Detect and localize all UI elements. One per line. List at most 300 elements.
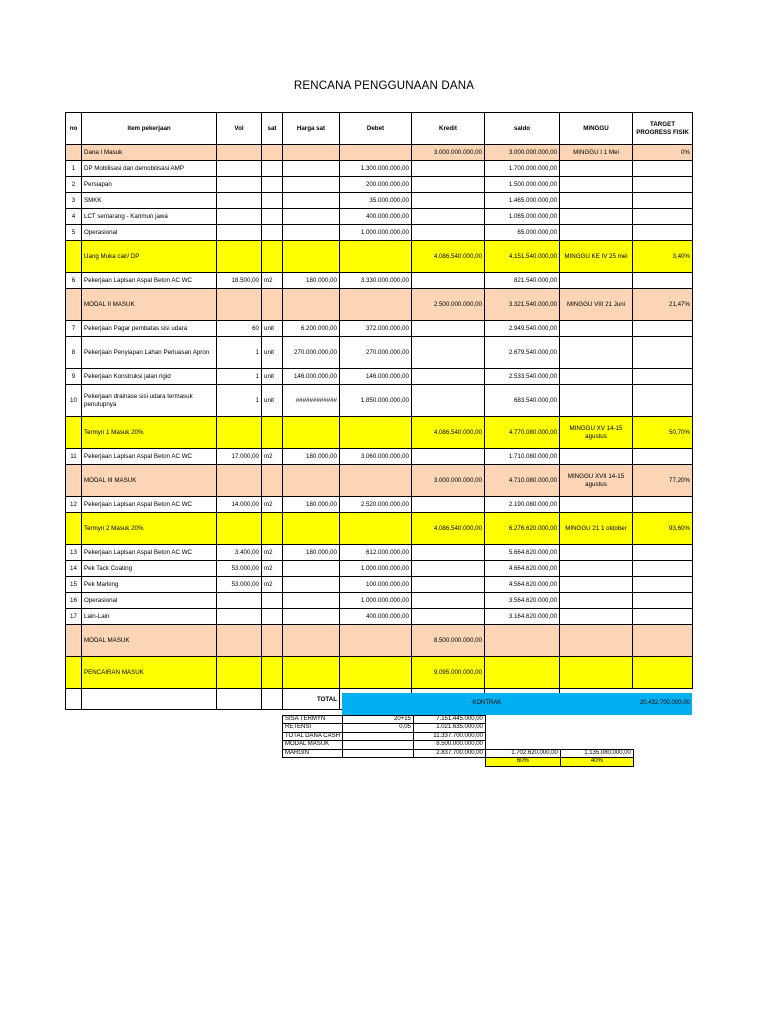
cell-kredit [412, 225, 485, 241]
cell-debet: 1.000.000.000,00 [340, 561, 412, 577]
cell-harga [283, 241, 340, 273]
summary-cell-b: 0,05 [342, 724, 413, 733]
cell-kredit: 4.086.540.000,00 [412, 241, 485, 273]
summary-cell-b [342, 732, 413, 741]
cell-no: 15 [66, 577, 82, 593]
cell-item: Termyn 2 Masuk 20% [82, 513, 217, 545]
cell-minggu [560, 177, 633, 193]
cell-minggu [560, 337, 633, 369]
summary-cell-e [560, 724, 633, 733]
cell-debet: 1.850.000.000,00 [340, 385, 412, 417]
summary-cell-d: 1.702.620.000,00 [485, 749, 560, 758]
cell-debet: 400.000.000,00 [340, 609, 412, 625]
table-row [66, 177, 693, 193]
cell-debet: 2.520.000.000,00 [340, 497, 412, 513]
cell-no: 9 [66, 369, 82, 385]
cell-target: 0% [633, 145, 693, 161]
cell-harga: 180.000,00 [283, 273, 340, 289]
cell-saldo: 2.949.540.000,00 [485, 321, 560, 337]
cell-sat [262, 241, 283, 273]
cell-no [66, 625, 82, 657]
cell-vol [217, 609, 262, 625]
cell-kredit: 8.500.000.000,00 [412, 625, 485, 657]
table-row [66, 417, 693, 449]
cell-minggu [560, 561, 633, 577]
cell-saldo: 3.164.620.000,00 [485, 609, 560, 625]
cell-harga: 146.000.000,00 [283, 369, 340, 385]
cell-vol: 14.000,00 [217, 497, 262, 513]
summary-cell-c: 11.337.700.000,00 [413, 732, 485, 741]
table-row [66, 609, 693, 625]
cell-no: 6 [66, 273, 82, 289]
cell-item: Pekerjaan Konstruksi jalan rigid [82, 369, 217, 385]
cell-minggu: MINGGU XVII 14-15 agustus [560, 465, 633, 497]
cell-harga [283, 209, 340, 225]
cell-sat: m2 [262, 561, 283, 577]
cell-kredit [412, 337, 485, 369]
cell-item: MODAL MASUK [82, 625, 217, 657]
page-title: RENCANA PENGGUNAAN DANA [293, 80, 475, 92]
cell-harga [283, 609, 340, 625]
cell-minggu [560, 545, 633, 561]
cell-saldo: 3.564.620.000,00 [485, 593, 560, 609]
cell-saldo: 2.533.540.000,00 [485, 369, 560, 385]
cell-harga [283, 289, 340, 321]
cell-sat [262, 625, 283, 657]
cell-no: 14 [66, 561, 82, 577]
cell-target [633, 625, 693, 657]
cell-sat: m2 [262, 577, 283, 593]
cell-item: Pekerjaan Lapisan Aspal Beton AC WC [82, 497, 217, 513]
cell-target [633, 273, 693, 289]
table-row [66, 449, 693, 465]
table-row [66, 337, 693, 369]
cell-minggu [560, 577, 633, 593]
cell-sat [262, 225, 283, 241]
cell-item: Termyn 1 Masuk 20% [82, 417, 217, 449]
cell-target: 50,70% [633, 417, 693, 449]
cell-item: Pekerjaan Penyiapan Lahan Perluasan Apron [82, 337, 217, 369]
cell-sat [262, 593, 283, 609]
cell-saldo: 1.700.000.000,00 [485, 161, 560, 177]
cell-item: Pekerjaan Lapisan Aspal Beton AC WC [82, 273, 217, 289]
cell-no: 8 [66, 337, 82, 369]
summary-cell-c: 1.021.635.000,00 [413, 724, 485, 733]
table-row [66, 593, 693, 609]
cell-kredit [412, 449, 485, 465]
cell-item: Lain-Lain [82, 609, 217, 625]
cell-vol: 3.400,00 [217, 545, 262, 561]
cell-saldo: 2.679.540.000,00 [485, 337, 560, 369]
table-row [66, 465, 693, 497]
cell-saldo: 4.664.620.000,00 [485, 561, 560, 577]
cell-kredit: 2.500.000.000,00 [412, 289, 485, 321]
kontrak-label: KONTRAK [413, 693, 560, 715]
cell-kredit [412, 561, 485, 577]
cell-item: Dana I Masuk [82, 145, 217, 161]
cell-target [633, 577, 693, 593]
cell-debet [340, 657, 412, 689]
table-row [66, 273, 693, 289]
cell-saldo: 4.564.620.000,00 [485, 577, 560, 593]
cell-debet: 100.000.000,00 [340, 577, 412, 593]
cell-kredit: 4.086.540.000,00 [412, 417, 485, 449]
cell-target [633, 449, 693, 465]
cell-kredit: 3.000.000.000,00 [412, 465, 485, 497]
cell-item: Pek Marking [82, 577, 217, 593]
cell-vol [217, 193, 262, 209]
split-a: 60% [485, 758, 560, 767]
cell-target: 77,20% [633, 465, 693, 497]
summary-cell-label: SISA TERMYN [283, 715, 343, 724]
cell-saldo: 6.276.620.000,00 [485, 513, 560, 545]
cell-saldo: 3.000.000.000,00 [485, 145, 560, 161]
cell-sat [262, 417, 283, 449]
cell-sat [262, 657, 283, 689]
table-row [66, 161, 693, 177]
cell-minggu [560, 385, 633, 417]
cell-minggu [560, 369, 633, 385]
cell-no: 7 [66, 321, 82, 337]
cell-sat: unit [262, 369, 283, 385]
cell-debet: 270.000.000,00 [340, 337, 412, 369]
cell-debet: 372.000.000,00 [340, 321, 412, 337]
cell-minggu [560, 625, 633, 657]
cell-sat [262, 145, 283, 161]
cell-target [633, 593, 693, 609]
cell-target [633, 497, 693, 513]
cell-saldo: 683.540.000,00 [485, 385, 560, 417]
cell-kredit [412, 161, 485, 177]
cell-no [66, 145, 82, 161]
cell-vol [217, 161, 262, 177]
summary-cell-label: TOTAL DANA CASH [283, 732, 343, 741]
cell-sat: unit [262, 337, 283, 369]
cell-sat: unit [262, 321, 283, 337]
cell-minggu [560, 449, 633, 465]
cell-no [66, 465, 82, 497]
cell-vol [217, 225, 262, 241]
cell-item: DP Mobilisasi dan demobilisasi AMP [82, 161, 217, 177]
cell-saldo [485, 625, 560, 657]
cell-debet: 3.330.000.000,00 [340, 273, 412, 289]
summary-cell-e [560, 741, 633, 750]
kontrak-row [283, 693, 693, 715]
cell-sat [262, 465, 283, 497]
cell-minggu [560, 497, 633, 513]
cell-item: PENCAIRAN MASUK [82, 657, 217, 689]
cell-saldo: 1.065.000.000,00 [485, 209, 560, 225]
cell-saldo: 1.500.000.000,00 [485, 177, 560, 193]
cell-no: 2 [66, 177, 82, 193]
summary-table [282, 693, 693, 767]
cell-no: 3 [66, 193, 82, 209]
cell-harga: ############ [283, 385, 340, 417]
cell-vol [217, 513, 262, 545]
cell-saldo: 65.000.000,00 [485, 225, 560, 241]
summary-cell-b [342, 741, 413, 750]
cell-kredit [412, 545, 485, 561]
cell-harga: 270.000.000,00 [283, 337, 340, 369]
cell-sat: m2 [262, 545, 283, 561]
cell-vol: 53.000,00 [217, 577, 262, 593]
cell-debet: 612.000.000,00 [340, 545, 412, 561]
cell-saldo: 1.710.080.000,00 [485, 449, 560, 465]
cell-harga [283, 145, 340, 161]
cell-kredit [412, 497, 485, 513]
cell-no: 5 [66, 225, 82, 241]
cell-vol: 1 [217, 385, 262, 417]
cell-vol [217, 593, 262, 609]
cell-minggu [560, 209, 633, 225]
cell-harga: 180.000,00 [283, 545, 340, 561]
cell-saldo: 2.190.080.000,00 [485, 497, 560, 513]
cell-target: 21,47% [633, 289, 693, 321]
cell-vol [217, 209, 262, 225]
cell-debet [340, 145, 412, 161]
summary-cell-b: 20+15 [342, 715, 413, 724]
summary-cell-d [485, 732, 560, 741]
cell-item: Pekerjaan drainase sisi udara termasuk penutupnya [82, 385, 217, 417]
header-minggu: MINGGU [560, 113, 633, 145]
cell-vol: 53.000,00 [217, 561, 262, 577]
table-row [66, 369, 693, 385]
cell-saldo: 1.465.000.000,00 [485, 193, 560, 209]
cell-item: MODAL II MASUK [82, 289, 217, 321]
table-row [66, 657, 693, 689]
header-kredit: Kredit [412, 113, 485, 145]
table-row [66, 545, 693, 561]
split-b: 40% [560, 758, 633, 767]
cell-saldo: 4.151.540.000,00 [485, 241, 560, 273]
cell-vol [217, 241, 262, 273]
cell-target [633, 561, 693, 577]
cell-no: 11 [66, 449, 82, 465]
cell-no: 12 [66, 497, 82, 513]
cell-kredit: 3.000.000.000,00 [412, 145, 485, 161]
cell-kredit [412, 577, 485, 593]
cell-debet [340, 625, 412, 657]
summary-cell-label: RETENSI [283, 724, 343, 733]
cell-target [633, 609, 693, 625]
cell-item: Pekerjaan Pagar pembatas sisi udara [82, 321, 217, 337]
table-row [66, 209, 693, 225]
cell-item: Pekerjaan Lapisan Aspal Beton AC WC [82, 449, 217, 465]
cell-harga [283, 465, 340, 497]
summary-cell-d [485, 724, 560, 733]
cell-harga [283, 577, 340, 593]
summary-cell-d [485, 715, 560, 724]
cell-debet [340, 289, 412, 321]
cell-no: 13 [66, 545, 82, 561]
cell-debet: 1.300.000.000,00 [340, 161, 412, 177]
cell-harga: 180.000,00 [283, 497, 340, 513]
table-row [66, 321, 693, 337]
header-saldo: saldo [485, 113, 560, 145]
cell-target [633, 161, 693, 177]
table-row [66, 385, 693, 417]
cell-harga [283, 417, 340, 449]
header-item: item pekerjaan [82, 113, 217, 145]
cell-saldo: 4.770.080.000,00 [485, 417, 560, 449]
cell-vol [217, 465, 262, 497]
cell-no [66, 513, 82, 545]
cell-no [66, 289, 82, 321]
cell-sat [262, 609, 283, 625]
cell-sat [262, 177, 283, 193]
cell-minggu [560, 161, 633, 177]
header-debet: Debet [340, 113, 412, 145]
cell-sat: m2 [262, 273, 283, 289]
cell-minggu [560, 593, 633, 609]
cell-item: Uang Muka cair/ DP [82, 241, 217, 273]
cell-sat [262, 209, 283, 225]
summary-cell-c: 2.837.700.000,00 [413, 749, 485, 758]
cell-target [633, 321, 693, 337]
cell-no [66, 417, 82, 449]
cell-vol [217, 177, 262, 193]
cell-target [633, 545, 693, 561]
cell-debet: 35.000.000,00 [340, 193, 412, 209]
cell-harga [283, 161, 340, 177]
cell-minggu: MINGGU 21 1 oktober [560, 513, 633, 545]
summary-cell-c: 8.500.000.000,00 [413, 741, 485, 750]
cell-item: Pekerjaan Lapisan Aspal Beton AC WC [82, 545, 217, 561]
cell-debet [340, 241, 412, 273]
cell-target [633, 337, 693, 369]
cell-debet: 3.060.000.000,00 [340, 449, 412, 465]
summary-cell-e [560, 732, 633, 741]
cell-harga [283, 625, 340, 657]
cell-saldo: 4.710.080.000,00 [485, 465, 560, 497]
cell-vol: 17.000,00 [217, 449, 262, 465]
cell-target [633, 369, 693, 385]
cell-minggu [560, 321, 633, 337]
cell-vol [217, 417, 262, 449]
cell-no [66, 657, 82, 689]
table-row [66, 225, 693, 241]
cell-no [66, 241, 82, 273]
cell-target [633, 193, 693, 209]
table-row [66, 561, 693, 577]
table-row [66, 625, 693, 657]
cell-minggu: MINGGU KE IV 25 mei [560, 241, 633, 273]
cell-kredit: 9.095.000.000,00 [412, 657, 485, 689]
kontrak-value: 20.432.700.000,00 [633, 693, 692, 715]
cell-debet: 146.000.000,00 [340, 369, 412, 385]
cell-debet: 200.000.000,00 [340, 177, 412, 193]
cell-kredit [412, 369, 485, 385]
cell-item: SMKK [82, 193, 217, 209]
cell-harga [283, 193, 340, 209]
summary-cell-b [342, 749, 413, 758]
table-row [66, 193, 693, 209]
cell-no: 16 [66, 593, 82, 609]
cell-sat: m2 [262, 497, 283, 513]
cell-minggu: MINGGU XV 14-15 agustus [560, 417, 633, 449]
cell-minggu [560, 225, 633, 241]
cell-kredit [412, 321, 485, 337]
cell-kredit [412, 609, 485, 625]
cell-debet: 1.000.000.000,00 [340, 225, 412, 241]
summary-row [283, 732, 693, 741]
cell-target: 93,60% [633, 513, 693, 545]
table-row [66, 497, 693, 513]
total-label: TOTAL [283, 689, 340, 710]
cell-harga [283, 593, 340, 609]
cell-harga: 180.000,00 [283, 449, 340, 465]
table-row [66, 577, 693, 593]
cell-item: Persiapan [82, 177, 217, 193]
cell-minggu: MINGGU VIII 21 Juni [560, 289, 633, 321]
cell-minggu [560, 657, 633, 689]
cell-saldo [485, 657, 560, 689]
table-row [66, 289, 693, 321]
summary-row [283, 749, 693, 758]
cell-minggu [560, 609, 633, 625]
cell-minggu [560, 273, 633, 289]
cell-vol: 60 [217, 321, 262, 337]
cell-vol [217, 289, 262, 321]
summary-cell-e [560, 715, 633, 724]
cell-kredit: 4.086.540.000,00 [412, 513, 485, 545]
cell-harga: 6.200.000,00 [283, 321, 340, 337]
header-no: no [66, 113, 82, 145]
summary-cell-d [485, 741, 560, 750]
cell-minggu: MINGGU I 1 Mei [560, 145, 633, 161]
cell-sat [262, 193, 283, 209]
cell-saldo: 5.664.620.000,00 [485, 545, 560, 561]
header-harga: Harga sat [283, 113, 340, 145]
table-header-row [66, 113, 693, 145]
cell-no: 17 [66, 609, 82, 625]
summary-row [283, 741, 693, 750]
cell-kredit [412, 193, 485, 209]
cell-kredit [412, 209, 485, 225]
cell-kredit [412, 273, 485, 289]
cell-harga [283, 513, 340, 545]
cell-item: Operasional [82, 593, 217, 609]
cell-harga [283, 225, 340, 241]
cell-debet: 400.000.000,00 [340, 209, 412, 225]
cell-vol: 18.500,00 [217, 273, 262, 289]
table-row [66, 513, 693, 545]
cell-item: Pek Tack Coating [82, 561, 217, 577]
summary-cell-label: MODAL MASUK [283, 741, 343, 750]
summary-cell-e: 1.135.080.000,00 [560, 749, 633, 758]
budget-table [65, 112, 693, 710]
cell-saldo: 821.540.000,00 [485, 273, 560, 289]
cell-no: 1 [66, 161, 82, 177]
cell-sat: unit [262, 385, 283, 417]
cell-no: 4 [66, 209, 82, 225]
cell-target: 3,40% [633, 241, 693, 273]
cell-vol: 1 [217, 369, 262, 385]
cell-sat [262, 161, 283, 177]
summary-row [283, 724, 693, 733]
cell-no: 10 [66, 385, 82, 417]
summary-row [283, 715, 693, 724]
cell-kredit [412, 385, 485, 417]
cell-item: MODAL III MASUK [82, 465, 217, 497]
table-row [66, 145, 693, 161]
cell-sat [262, 289, 283, 321]
cell-sat [262, 513, 283, 545]
cell-target [633, 209, 693, 225]
header-vol: Vol [217, 113, 262, 145]
cell-item: LCT semarang - Karimun jawa [82, 209, 217, 225]
cell-debet: 1.000.000.000,00 [340, 593, 412, 609]
